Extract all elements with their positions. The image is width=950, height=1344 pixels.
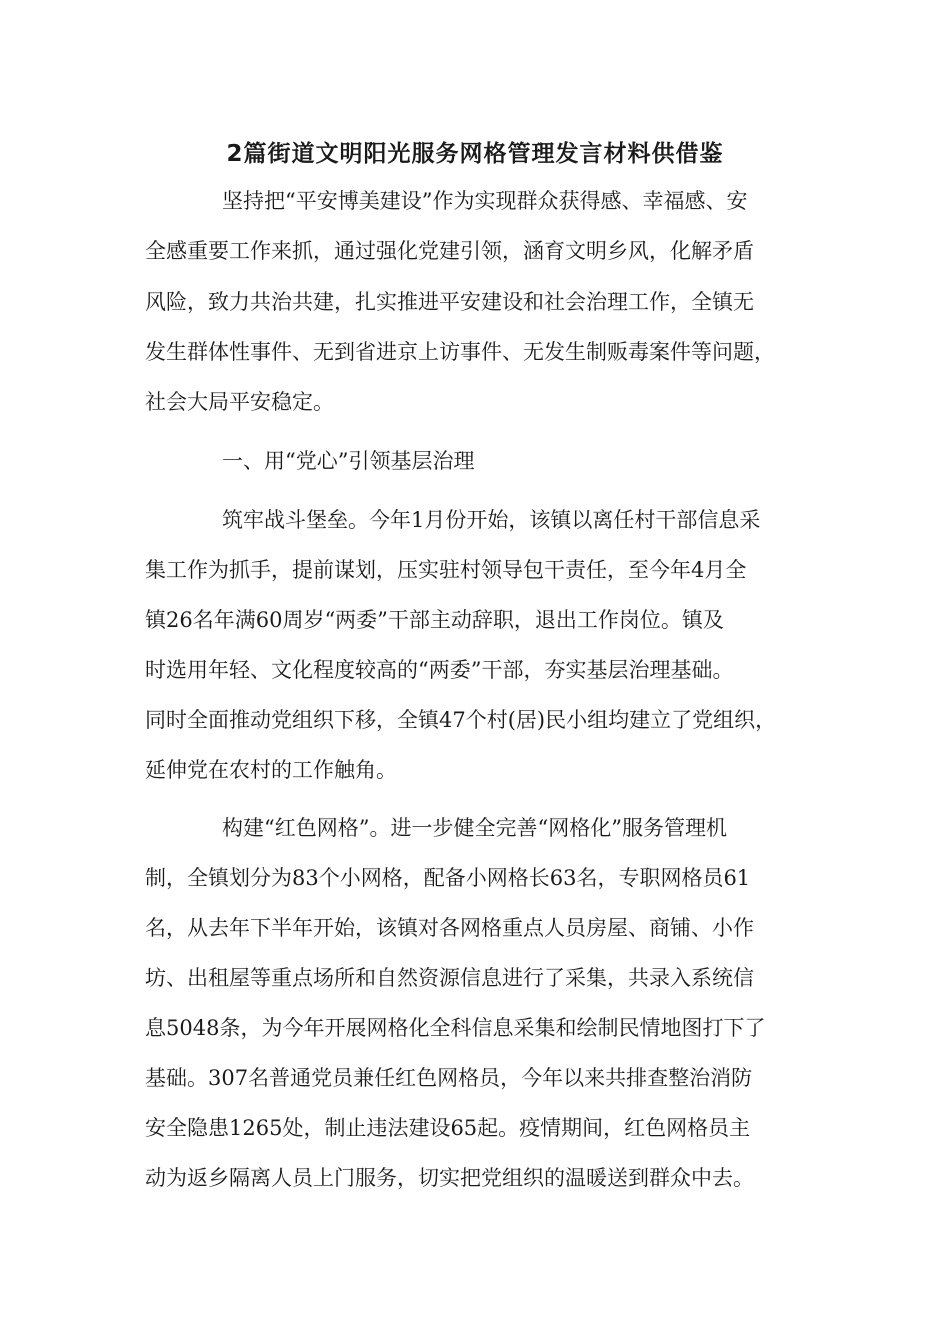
document-title: 2篇街道文明阳光服务网格管理发言材料供借鉴 [226,141,724,167]
paragraph-line: 坚持把“平安博美建设”作为实现群众获得感、幸福感、安 [222,189,748,213]
paragraph-line: 动为返乡隔离人员上门服务，切实把党组织的温暖送到群众中去。 [145,1166,754,1190]
paragraph-line: 同时全面推动党组织下移，全镇47个村(居)民小组均建立了党组织， [145,708,777,732]
paragraph-line: 安全隐患1265处，制止违法建设65起。疫情期间，红色网格员主 [145,1116,751,1140]
paragraph-line: 社会大局平安稳定。 [145,390,334,414]
paragraph-line: 息5048条，为今年开展网格化全科信息采集和绘制民情地图打下了 [145,1016,766,1040]
section-heading: 一、用“党心”引领基层治理 [222,449,475,473]
paragraph-line: 名，从去年下半年开始，该镇对各网格重点人员房屋、商铺、小作 [145,916,754,940]
paragraph-line: 基础。307名普通党员兼任红色网格员，今年以来共排查整治消防 [145,1066,753,1090]
paragraph-line: 坊、出租屋等重点场所和自然资源信息进行了采集，共录入系统信 [145,966,754,990]
paragraph-line: 制，全镇划分为83个小网格，配备小网格长63名，专职网格员61 [145,866,751,890]
paragraph-line: 风险，致力共治共建，扎实推进平安建设和社会治理工作，全镇无 [145,290,754,314]
paragraph-line: 延伸党在农村的工作触角。 [145,758,397,782]
paragraph-line: 集工作为抓手，提前谋划，压实驻村领导包干责任，至今年4月全 [145,558,747,582]
paragraph-line: 筑牢战斗堡垒。今年1月份开始，该镇以离任村干部信息采 [222,508,761,532]
paragraph-line: 全感重要工作来抓，通过强化党建引领，涵育文明乡风，化解矛盾 [145,239,754,263]
paragraph-line: 发生群体性事件、无到省进京上访事件、无发生制贩毒案件等问题， [145,340,775,364]
paragraph-line: 构建“红色网格”。进一步健全完善“网格化”服务管理机 [222,816,727,840]
paragraph-line: 时选用年轻、文化程度较高的“两委”干部，夯实基层治理基础。 [145,658,734,682]
paragraph-line: 镇26名年满60周岁“两委”干部主动辞职，退出工作岗位。镇及 [145,608,724,632]
